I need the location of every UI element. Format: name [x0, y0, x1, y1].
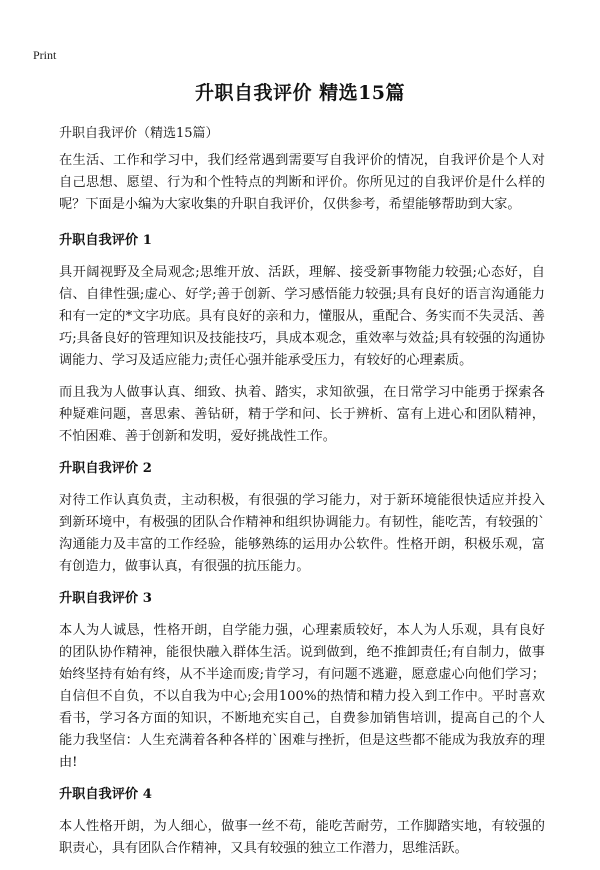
section-heading: 升职自我评价 2: [59, 461, 152, 476]
page-title: 升职自我评价 精选15篇: [194, 82, 406, 104]
section-paragraph: 本人为人诚恳，性格开朗，自学能力强，心理素质较好，本人为人乐观，具有良好的团队协作精神，能很快融入群体生活。说到做到，绝不推卸责任;有自制力，做事始终坚持有始有终，从不半途而废;肯学习，有问题不逃避，愿意虚心向他们学习；自信但不自负，不以自我为中心;会用100%的热情和精力投入到工作中。平时喜欢看书，学习各方面的知识，不断地充实自己，自费参加销售培训，提高自己的个人能力我坚信：人生充满着各种各样的`困难与挫折，但是这些都不能成为我放弃的理由!: [59, 623, 545, 770]
section-paragraph: 本人性格开朗，为人细心，做事一丝不苟，能吃苦耐劳，工作脚踏实地，有较强的职责心，具有团队合作精神，又具有较强的独立工作潜力，思维活跃。: [59, 819, 545, 856]
page-subtitle: 升职自我评价（精选15篇）: [59, 126, 219, 141]
section-3: [59, 588, 545, 774]
section-heading: 升职自我评价 3: [59, 591, 152, 606]
section-paragraph: 具开阔视野及全局观念;思维开放、活跃，理解、接受新事物能力较强;心态好，自信、自律性强;虚心、好学;善于创新、学习感悟能力较强;具有良好的语言沟通能力和有一定的*文字功底。具有良好的亲和力，懂服从，重配合、务实而不失灵活、善巧;具备良好的管理知识及技能技巧，具成本观念，重效率与效益;具有较强的沟通协调能力、学习及适应能力;责任心强并能承受压力，有较好的心理素质。: [59, 265, 545, 368]
intro-paragraph: 在生活、工作和学习中，我们经常遇到需要写自我评价的情况，自我评价是个人对自己思想、愿望、行为和个性特点的判断和评价。你所见过的自我评价是什么样的呢？下面是小编为大家收集的升职自我评价，仅供参考，希望能够帮助到大家。: [59, 153, 545, 212]
print-link[interactable]: Print: [33, 48, 57, 62]
section-paragraph: 而且我为人做事认真、细致、执着、踏实，求知欲强，在日常学习中能勇于探索各种疑难问题，喜思索、善钻研，精于学和问、长于辨析、富有上进心和团队精神，不怕困难、善于创新和发明，爱好挑战性工作。: [59, 385, 545, 444]
section-2: [59, 458, 545, 578]
section-paragraph: 对待工作认真负责，主动积极，有很强的学习能力，对于新环境能很快适应并投入到新环境中，有极强的团队合作精神和组织协调能力。有韧性，能吃苦，有较强的`沟通能力及丰富的工作经验，能够熟练的运用办公软件。性格开朗，积极乐观，富有创造力，做事认真，有很强的抗压能力。: [59, 493, 545, 574]
section-heading: 升职自我评价 4: [59, 787, 152, 802]
section-4: [59, 784, 545, 860]
document-body: [59, 150, 545, 870]
section-1: [59, 230, 545, 448]
section-heading: 升职自我评价 1: [59, 233, 152, 248]
